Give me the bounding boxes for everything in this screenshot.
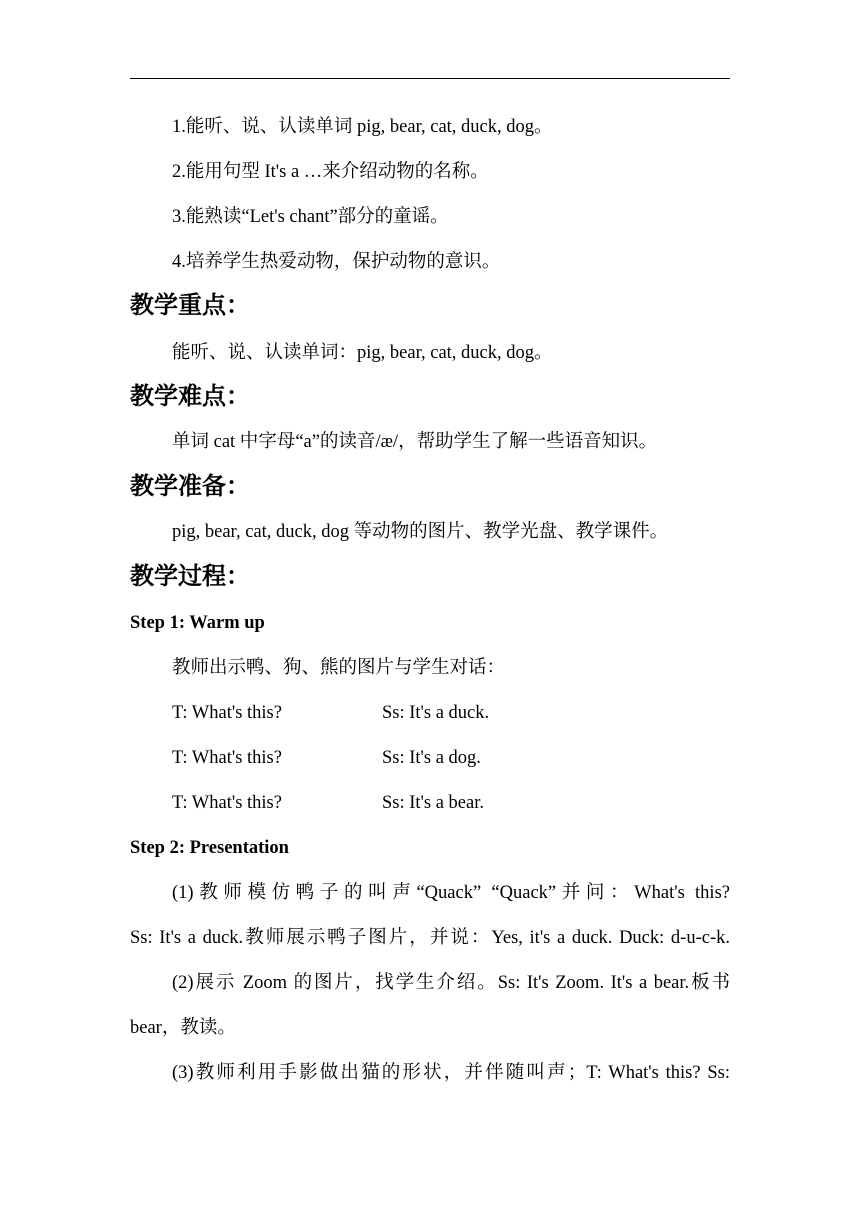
key-points-text: 能听、说、认读单词：pig, bear, cat, duck, dog。 bbox=[172, 343, 553, 363]
step2-para2-line2: bear，教读。 bbox=[130, 1018, 236, 1038]
header-rule bbox=[130, 78, 730, 79]
step2-para2-line1: (2)展示 Zoom 的图片，找学生介绍。Ss: It's Zoom. It's a bear.板书 bbox=[172, 973, 730, 993]
key-points-heading: 教学重点： bbox=[130, 293, 250, 319]
objective-1: 1.能听、说、认读单词 pig, bear, cat, duck, dog。 bbox=[172, 117, 553, 137]
dialogue-teacher-1: T: What's this? bbox=[172, 703, 282, 723]
objective-2: 2.能用句型 It's a …来介绍动物的名称。 bbox=[172, 162, 489, 182]
step2-para1-line2: Ss: It's a duck.教师展示鸭子图片，并说：Yes, it's a duck. Duck: d-u-c-k. bbox=[130, 928, 730, 948]
step2-para1-line1: (1)教师模仿鸭子的叫声“Quack” “Quack”并问：What's this? bbox=[172, 883, 730, 903]
step1-title: Step 1: Warm up bbox=[130, 613, 265, 633]
dialogue-student-1: Ss: It's a duck. bbox=[382, 703, 490, 723]
process-heading: 教学过程： bbox=[130, 564, 250, 590]
difficulties-text: 单词 cat 中字母“a”的读音/æ/，帮助学生了解一些语音知识。 bbox=[172, 432, 658, 452]
step1-intro: 教师出示鸭、狗、熊的图片与学生对话： bbox=[172, 658, 506, 678]
step2-para3-line1: (3)教师利用手影做出猫的形状，并伴随叫声；T: What's this? Ss: bbox=[172, 1063, 730, 1083]
preparation-text: pig, bear, cat, duck, dog 等动物的图片、教学光盘、教学课件。 bbox=[172, 522, 669, 542]
difficulties-heading: 教学难点： bbox=[130, 384, 250, 410]
preparation-heading: 教学准备： bbox=[130, 474, 250, 500]
objective-3: 3.能熟读“Let's chant”部分的童谣。 bbox=[172, 207, 449, 227]
dialogue-student-2: Ss: It's a dog. bbox=[382, 748, 481, 768]
step2-title: Step 2: Presentation bbox=[130, 838, 289, 858]
dialogue-teacher-3: T: What's this? bbox=[172, 793, 282, 813]
dialogue-student-3: Ss: It's a bear. bbox=[382, 793, 484, 813]
objective-4: 4.培养学生热爱动物，保护动物的意识。 bbox=[172, 252, 501, 272]
dialogue-teacher-2: T: What's this? bbox=[172, 748, 282, 768]
